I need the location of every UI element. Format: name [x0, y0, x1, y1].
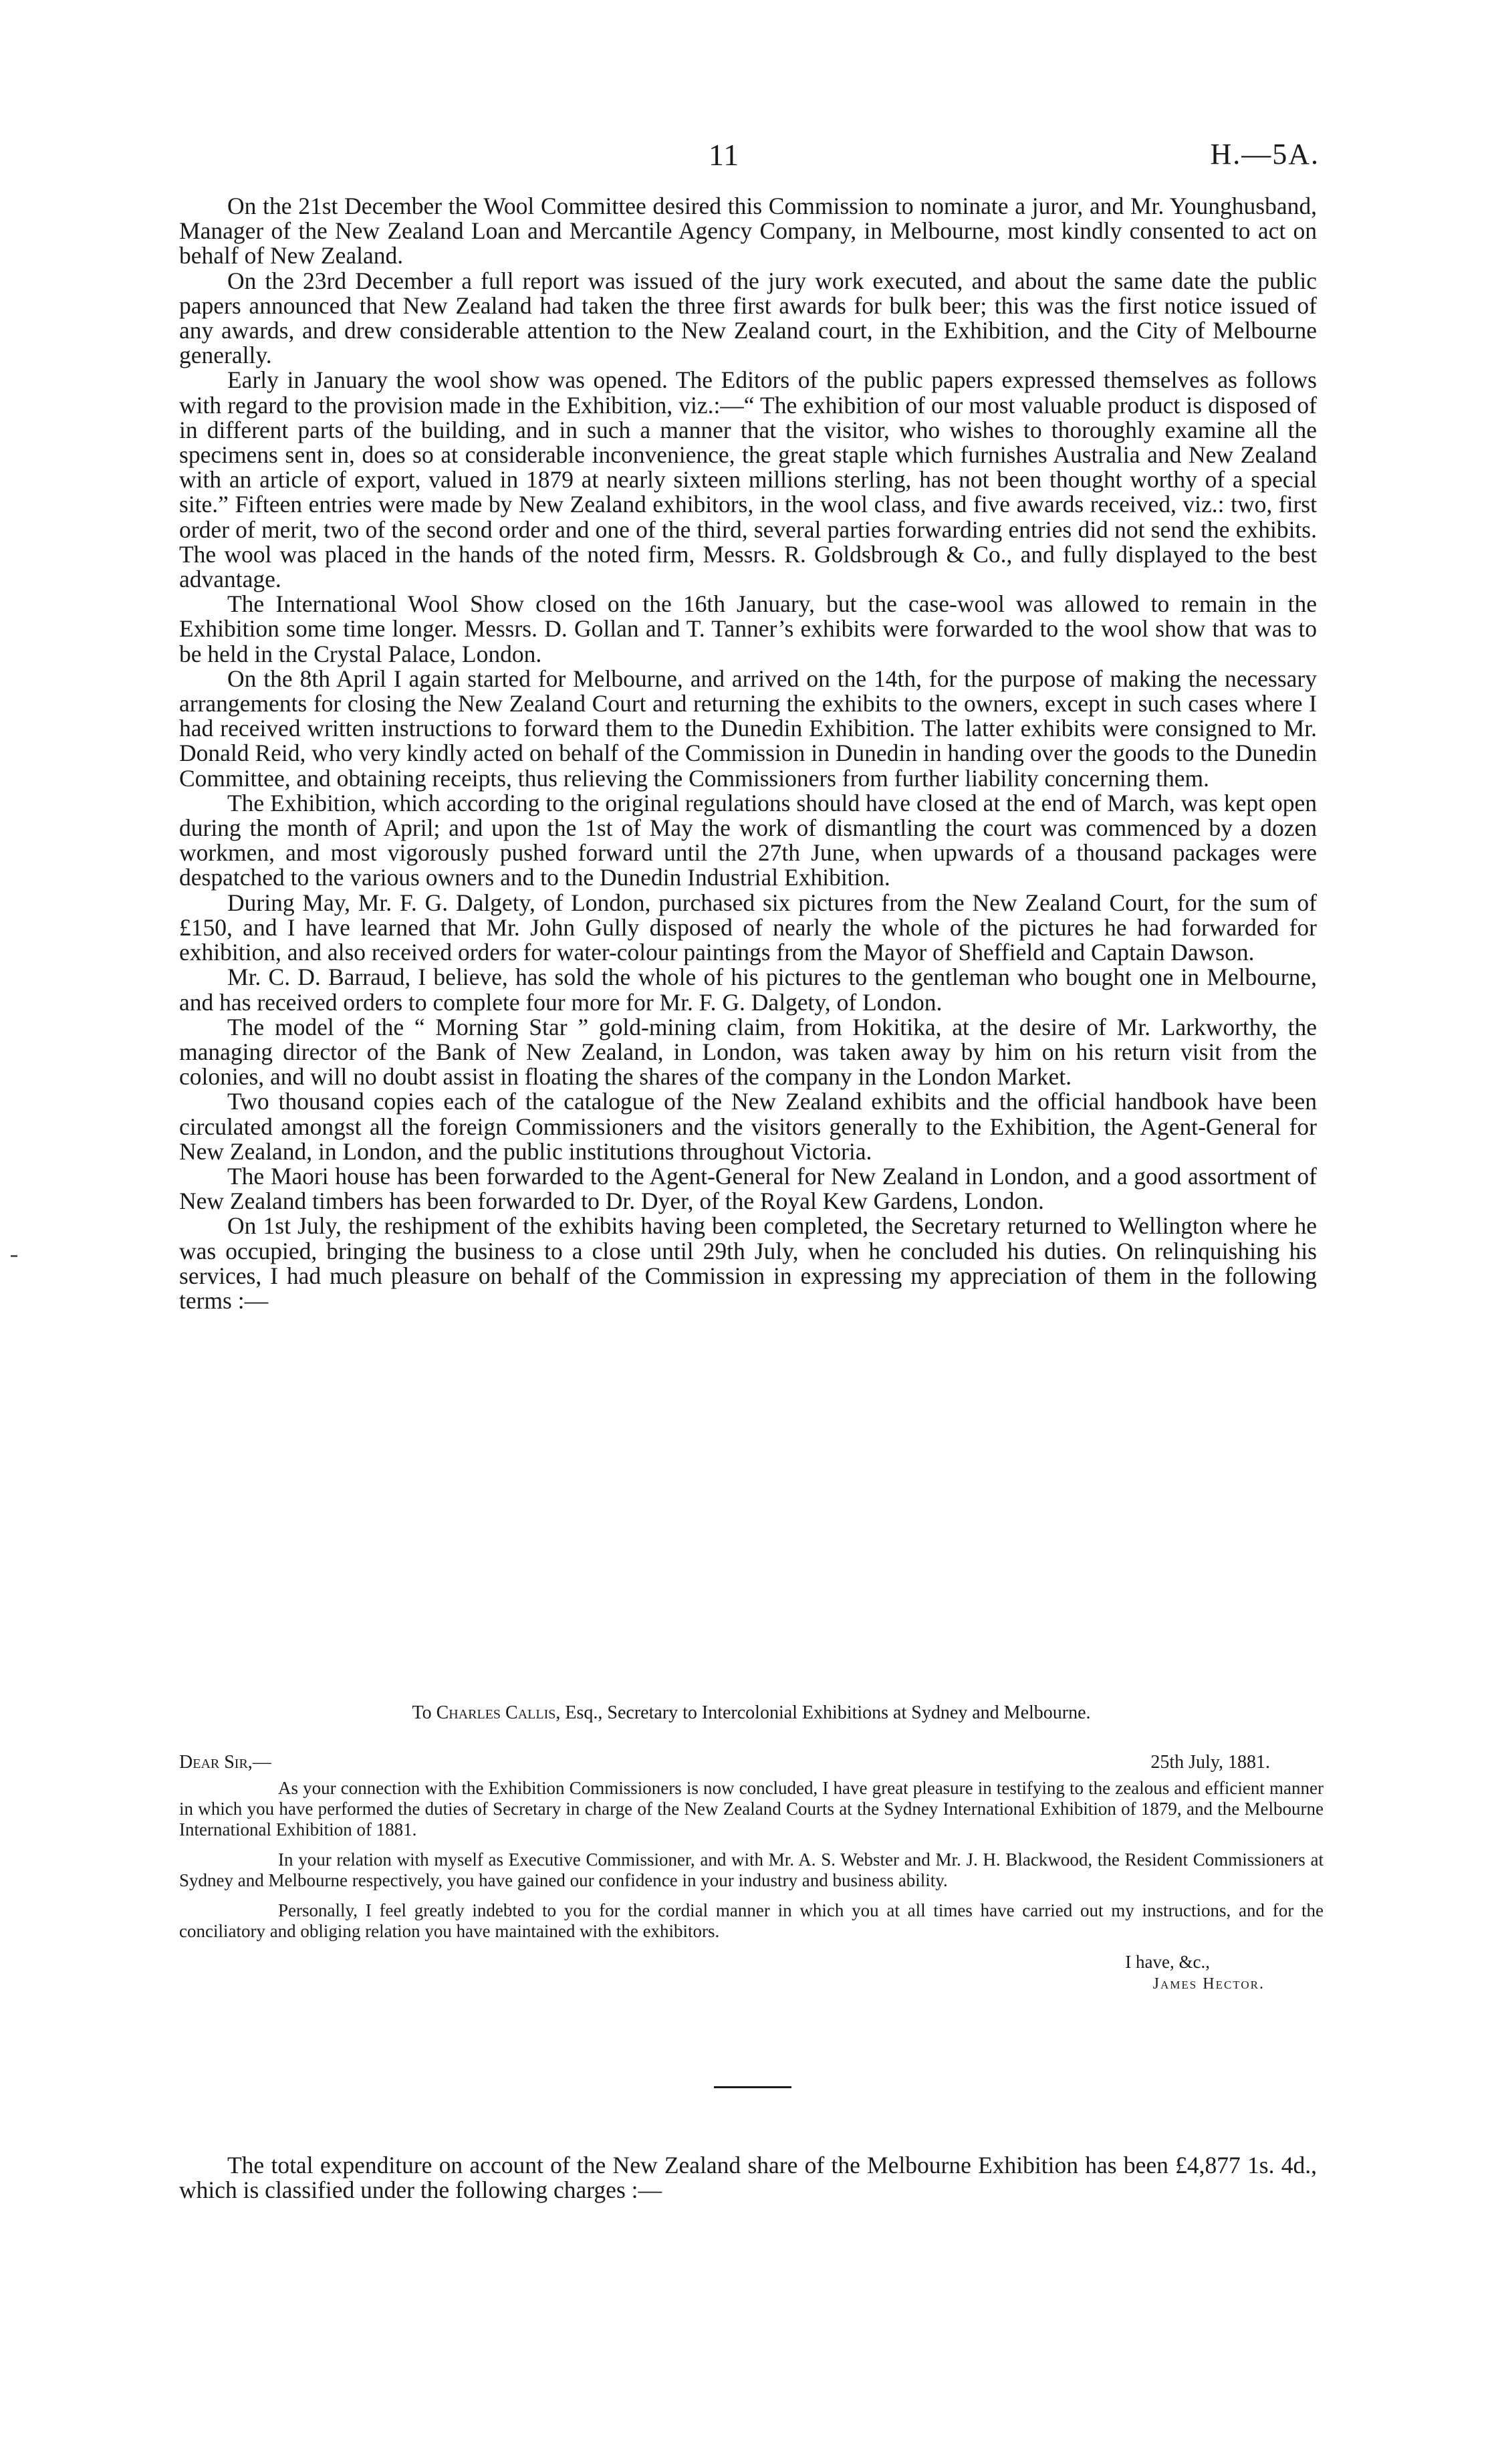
paragraph-pictures-sold: During May, Mr. F. G. Dalgety, of London, purchased six pictures from the New Zealand Court, for the sum of £150, and I have learned that Mr. John Gully disposed of nearly the whole of the pictures he had forwarded for exhibition, and also received orders for water-colour paintings from the Mayor of Sheffield and Captain Dawson.	[179, 889, 1317, 966]
letter-salutation-row	[179, 1751, 1324, 1775]
report-body	[179, 194, 1317, 1313]
letter-paragraph: Personally, I feel greatly indebted to you for the cordial manner in which you at all times have carried out my instructions, and for the conciliatory and obliging relation you have maintained with the exhibitors.	[179, 1900, 1324, 1941]
paper-reference: H.—5A.	[1210, 138, 1320, 171]
paragraph-wool-show-closed: The International Wool Show closed on the 16th January, but the case-wool was allowed to remain in the Exhibition some time longer. Messrs. D. Gollan and T. Tanner’s exhibits were forwarded to the wool show that was to be held in the Crystal Palace, London.	[179, 590, 1317, 667]
letter-address	[179, 1702, 1324, 1724]
paragraph-catalogues: Two thousand copies each of the catalogue of the New Zealand exhibits and the official handbook have been circulated amongst all the foreign Commissioners and the visitors generally to the Exhibition, the Agent-General for New Zealand, in London, and the public institutions throughout Victoria.	[179, 1088, 1317, 1165]
paragraph-barraud: Mr. C. D. Barraud, I believe, has sold the whole of his pictures to the gentleman who bought one in Melbourne, and has received orders to complete four more for Mr. F. G. Dalgety, of London.	[179, 964, 1317, 1016]
letter-address-rest: , Esq., Secretary to Intercolonial Exhibitions at Sydney and Melbourne.	[555, 1702, 1091, 1723]
letter-closing: I have, &c.,	[1125, 1952, 1210, 1972]
paragraph-jury-report: On the 23rd December a full report was issued of the jury work executed, and about the same date the public papers announced that New Zealand had taken the three first awards for bulk beer; this was the first notice issued of any awards, and drew considerable attention to the New Zealand court, in the Exhibition, and the City of Melbourne generally.	[179, 267, 1317, 369]
page-header	[0, 137, 1492, 177]
paragraph-exhibition-closing: The Exhibition, which according to the original regulations should have closed at the end of March, was kept open during the month of April; and upon the 1st of May the work of dismantling the court was commenced by a dozen workmen, and most vigorously pushed forward until the 27th June, when upwards of a thousand packages were despatched to the various owners and to the Dunedin Industrial Exhibition.	[179, 789, 1317, 891]
letter-date: 25th July, 1881.	[1150, 1752, 1270, 1773]
testimonial-letter	[179, 1702, 1324, 1995]
expenditure-section	[179, 2153, 1317, 2203]
section-divider	[714, 2086, 791, 2088]
letter-to-prefix: To	[412, 1702, 432, 1723]
margin-mark	[11, 1255, 17, 1257]
paragraph-maori-house: The Maori house has been forwarded to the Agent-General for New Zealand in London, and a good assortment of New Zealand timbers has been forwarded to Dr. Dyer, of the Royal Kew Gardens, London.	[179, 1162, 1317, 1215]
paragraph-wool-show: Early in January the wool show was opened. The Editors of the public papers expressed themselves as follows with regard to the provision made in the Exhibition, viz.:—“ The exhibition of our most valuable product is disposed of in different parts of the building, and in such a manner that the visitor, who wishes to thoroughly examine all the specimens sent in, does so at considerable inconvenience, the great staple which furnishes Australia and New Zealand with an article of export, valued in 1879 at nearly sixteen millions sterling, has not been thought worthy of a special site.” Fifteen entries were made by New Zealand exhibitors, in the wool class, and five awards received, viz.: two, first order of merit, two of the second order and one of the third, several parties forwarding entries did not send the exhibits. The wool was placed in the hands of the noted firm, Messrs. R. Goldsbrough & Co., and fully displayed to the best advantage.	[179, 366, 1317, 593]
paragraph-total-expenditure: The total expenditure on account of the New Zealand share of the Melbourne Exhibition has been £4,877 1s. 4d., which is classified under the following charges :—	[179, 2152, 1317, 2204]
letter-paragraph: In your relation with myself as Executive Commissioner, and with Mr. A. S. Webster and Mr. J. H. Blackwood, the Resident Commissioners at Sydney and Melbourne respectively, you have gained our confidence in your industry and business ability.	[179, 1850, 1324, 1890]
paragraph-reshipment: On 1st July, the reshipment of the exhibits having been completed, the Secretary returned to Wellington where he was occupied, bringing the business to a close until 29th July, when he concluded his duties. On relinquishing his services, I had much pleasure on behalf of the Commission in expressing my appreciation of them in the following terms :—	[179, 1212, 1317, 1314]
paragraph-wool-committee: On the 21st December the Wool Committee desired this Commission to nominate a juror, and Mr. Younghusband, Manager of the New Zealand Loan and Mercantile Agency Company, in Melbourne, most kindly consented to act on behalf of New Zealand.	[179, 193, 1317, 269]
paragraph-morning-star: The model of the “ Morning Star ” gold-mining claim, from Hokitika, at the desire of Mr. Larkworthy, the managing director of the Bank of New Zealand, in London, was taken away by him on his return visit from the colonies, and will no doubt assist in floating the shares of the company in the London Market.	[179, 1013, 1317, 1091]
letter-recipient: Charles Callis	[436, 1702, 556, 1723]
letter-salutation: Dear Sir,—	[179, 1752, 271, 1773]
letter-signature: James Hector.	[1152, 1975, 1265, 1993]
paragraph-return-melbourne: On the 8th April I again started for Melbourne, and arrived on the 14th, for the purpose of making the necessary arrangements for closing the New Zealand Court and returning the exhibits to the owners, except in such cases where I had received written instructions to forward them to the Dunedin Exhibition. The latter exhibits were consigned to Mr. Donald Reid, who very kindly acted on behalf of the Commission in Dunedin in handing over the goods to the Dunedin Committee, and obtaining receipts, thus relieving the Commissioners from further liability concerning them.	[179, 665, 1317, 792]
page-number: 11	[709, 138, 740, 172]
letter-paragraph: As your connection with the Exhibition Commissioners is now concluded, I have great pleasure in testifying to the zealous and efficient manner in which you have performed the duties of Secretary in charge of the New Zealand Courts at the Sydney International Exhibition of 1879, and the Melbourne International Exhibition of 1881.	[179, 1778, 1324, 1839]
